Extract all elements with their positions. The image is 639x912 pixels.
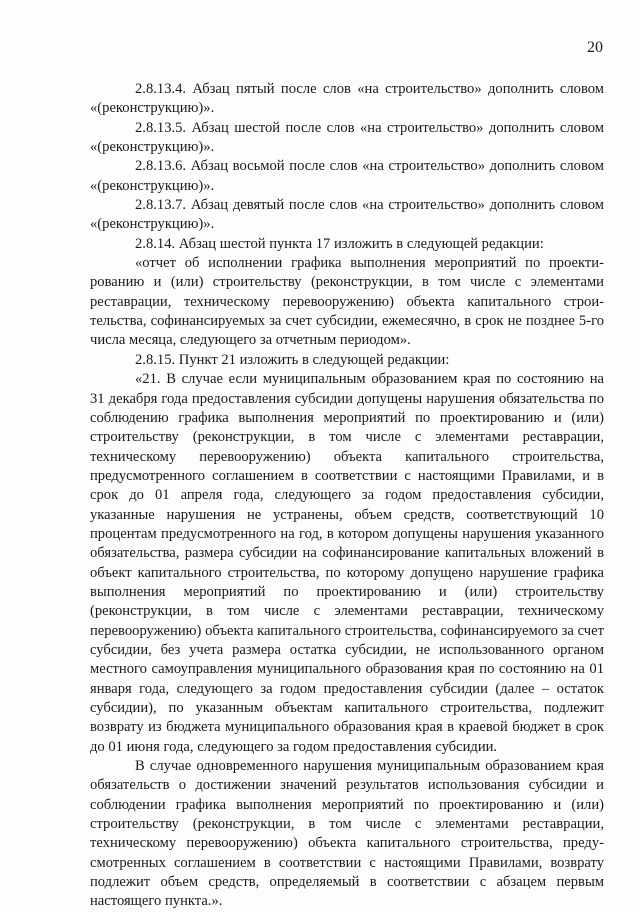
- paragraph-2-8-14-quote: «отчет об исполнении графика выполнения мероприятий по проектированию и (или) строительству (реконструкции, в том числе с элементами реставрации, техническому перевооружению) объекта капитального строительства, софинансируемых за счет субсидии, ежемесячно, в срок не позднее 5-го числа месяца, следующего за отчетным периодом».: [90, 255, 604, 349]
- page-number: 20: [587, 39, 603, 56]
- paragraph-2-8-13-4: 2.8.13.4. Абзац пятый после слов «на строительство» дополнить словом «(реконструкцию)».: [90, 81, 604, 117]
- paragraph-2-8-13-7: 2.8.13.7. Абзац девятый после слов «на строительство» дополнить словом «(реконструкцию)».: [90, 197, 604, 233]
- paragraph-2-8-14: 2.8.14. Абзац шестой пункта 17 изложить в следующей редакции:: [135, 235, 544, 252]
- paragraph-2-8-15: 2.8.15. Пункт 21 изложить в следующей редакции:: [135, 351, 450, 368]
- paragraph-item-21-second: В случае одновременного нарушения муниципальным образованием края обязательств о достижении значений результатов использования субсидии и соблюдении графика выполнения мероприятий по проектированию и (или) строительству (реконструкции, в том числе с элементами реставрации, техническому перевооружению) объекта капитального строительства, предусмотренных соглашением в соответствии с настоящими Правилами, возврату подлежит объем средств, определяемый в соответствии с абзацем первым настоящего пункта.».: [90, 758, 604, 910]
- document-body: [90, 80, 604, 912]
- paragraph-item-21: «21. В случае если муниципальным образованием края по состоянию на 31 декабря года предоставления субсидии допущены нарушения обязательства по соблюдению графика выполнения мероприятий по проектированию и (или) строительству (реконструкции, в том числе с элементами реставрации, техническому перевооружению) объекта капитального строительства, предусмотренного соглашением в соответствии с настоящими Правилами, и в срок до 01 апреля года, следующего за годом предоставления субсидии, указанные нарушения не устранены, объем средств, соответствующий 10 процентам предусмотренного на год, в котором допущены нарушения указанного обязательства, размера субсидии на софинансирование капитальных вложений в объект капитального строительства, по которому допущено нарушение графика выполнения мероприятий по проектированию и (или) строительству (реконструкции, в том числе с элементами реставрации, техническому перевооружению) объекта капитального строительства, софинансируемого за счет субсидии, без учета размера остатка субсидии, не использованного органом местного самоуправления муниципального образования края по состоянию на 01 января года, следующего за годом предоставления субсидии (далее – остаток субсидии), по указанным объектам капитального строительства, подлежит возврату из бюджета муниципального образования края в краевой бюджет в срок до 01 июня года, следующего за годом предоставления субсидии.: [90, 371, 604, 755]
- paragraph-2-8-13-6: 2.8.13.6. Абзац восьмой после слов «на строительство» дополнить словом «(реконструкцию)».: [90, 158, 604, 194]
- paragraph-2-8-13-5: 2.8.13.5. Абзац шестой после слов «на строительство» дополнить словом «(реконструкцию)».: [90, 119, 604, 156]
